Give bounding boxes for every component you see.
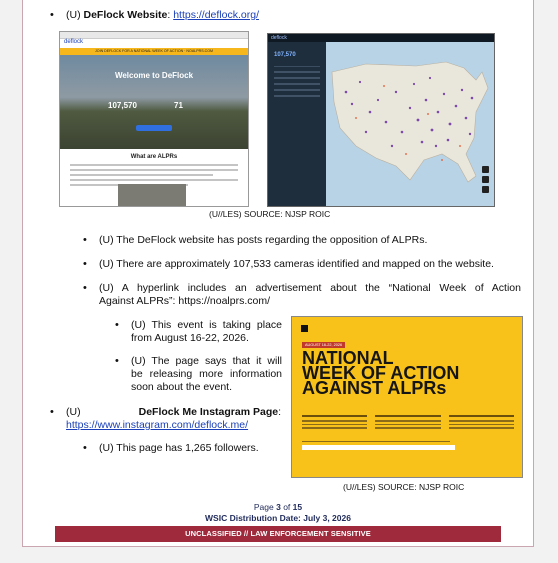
deflock-link[interactable]: https://deflock.org/: [173, 9, 259, 21]
body-lines: [70, 164, 238, 186]
map-screenshot: [267, 33, 495, 207]
event-item-1: [131, 319, 282, 345]
sub-item-2: (U) There are approximately 107,533 cameras identified and mapped on the website.: [99, 258, 494, 270]
map-topbar: [268, 34, 494, 42]
site-banner: JOIN DEFLOCK FOR A NATIONAL WEEK OF ACTION · NOALPRS.COM: [60, 48, 248, 55]
followers-item: (U) This page has 1,265 followers.: [99, 442, 259, 454]
website-line: (U) DeFlock Website: https://deflock.org/: [66, 9, 259, 21]
map-count: 107,570: [274, 52, 296, 58]
bullet-dot: •: [115, 355, 119, 367]
event-item-2: [131, 355, 282, 394]
us-map[interactable]: [326, 42, 494, 206]
site-logo: deflock: [64, 39, 84, 45]
hero-button[interactable]: [136, 125, 172, 131]
document-page: [22, 0, 534, 547]
instagram-line: (U) DeFlock Me Instagram Page: https://www.instagram.com/deflock.me/: [66, 406, 281, 431]
distribution-date: WSIC Distribution Date: July 3, 2026: [205, 513, 351, 523]
bullet-dot: •: [83, 258, 87, 270]
browser-bar: [60, 32, 248, 39]
page-number: Page 3 of 15: [253, 502, 303, 512]
event-item-1-line-1: (U) This event is taking place: [131, 319, 282, 331]
hero-title: Welcome to DeFlock: [114, 71, 194, 80]
sub-item-3: [99, 282, 521, 308]
stat-count-2: 71: [174, 101, 183, 110]
camera-image: [118, 184, 186, 206]
source-caption-2: (U//LES) SOURCE: NJSP ROIC: [343, 482, 465, 492]
bullet-dot: •: [83, 234, 87, 246]
bullet-dot: •: [50, 406, 54, 418]
website-screenshot: [59, 31, 249, 207]
instagram-label: DeFlock Me Instagram Page: [138, 406, 279, 418]
event-item-2-line-2: be releasing more information: [131, 368, 282, 380]
banner-logo: [301, 325, 308, 332]
hero-image: [60, 55, 248, 149]
banner-date: AUGUST 16-22, 2026: [302, 342, 345, 348]
classification-banner: UNCLASSIFIED // LAW ENFORCEMENT SENSITIVE: [55, 526, 501, 542]
site-header: [60, 39, 248, 48]
banner-headline: NATIONAL WEEK OF ACTION AGAINST ALPRs: [302, 348, 460, 398]
stat-count-1: 107,570: [108, 101, 137, 110]
bullet-dot: •: [83, 282, 87, 294]
event-item-2-line-1: (U) The page says that it will: [131, 355, 282, 367]
map-logo: deflock: [271, 35, 287, 41]
banner-columns: [302, 415, 514, 450]
bullet-dot: •: [83, 442, 87, 454]
section-title: What are ALPRs: [130, 154, 178, 160]
source-caption-1: (U//LES) SOURCE: NJSP ROIC: [209, 209, 331, 219]
event-item-1-line-2: from August 16-22, 2026.: [131, 332, 249, 344]
bullet-dot: •: [115, 319, 119, 331]
bullet-dot: •: [50, 9, 54, 21]
event-item-2-line-3: soon about the event.: [131, 381, 232, 393]
sub-item-3-line-1: (U) A hyperlink includes an advertisement about the “National Week of Action: [99, 282, 521, 294]
sub-item-1: (U) The DeFlock website has posts regarding the opposition of ALPRs.: [99, 234, 428, 246]
instagram-link[interactable]: https://www.instagram.com/deflock.me/: [66, 419, 249, 431]
sub-item-3-line-2: Against ALPRs”: https://noalprs.com/: [99, 295, 270, 307]
week-of-action-banner: [291, 316, 523, 478]
website-label: DeFlock Website: [83, 9, 168, 21]
map-sidebar: [268, 42, 326, 206]
